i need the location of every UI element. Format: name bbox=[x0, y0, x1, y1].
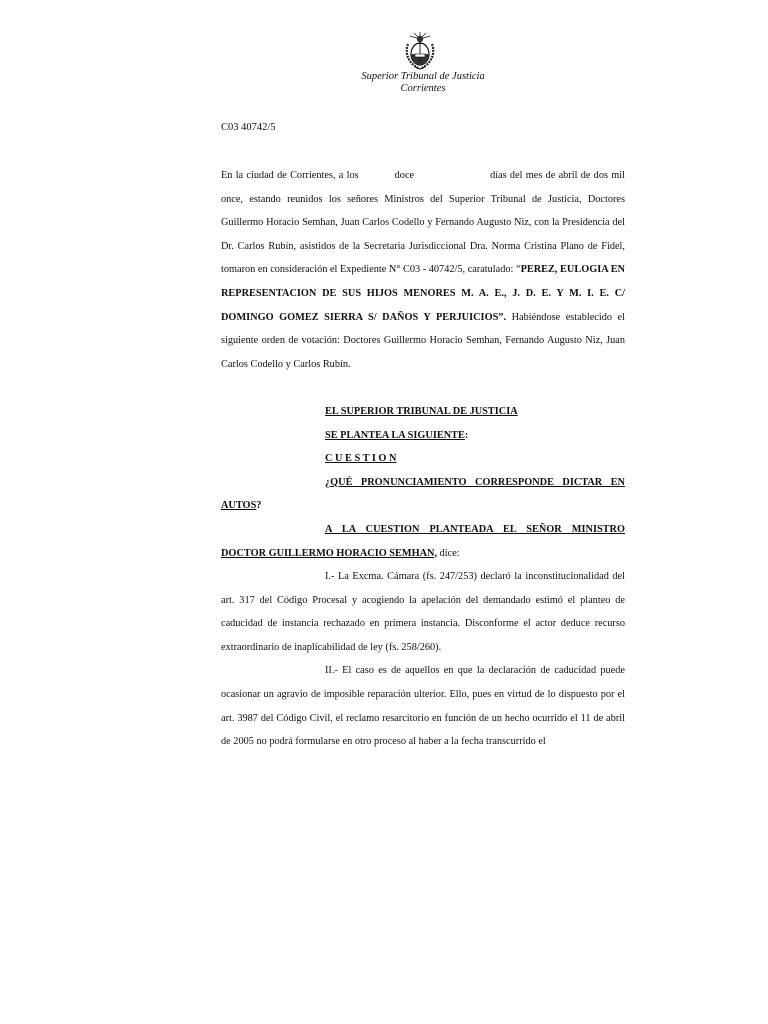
court-header bbox=[322, 71, 524, 95]
paragraph-ii: II.- El caso es de aquellos en que la declaración de caducidad puede ocasionar un agravio de imposible reparación ulterior. Ello, pues en virtud de lo dispuesto por el art. 3987 del Código Civil, el reclamo resarcitorio en función de un hecho ocurrido el 11 de abril de 2005 no podrá formularse en otro proceso al haber a la fecha transcurrido el bbox=[221, 665, 625, 748]
case-number: C03 40742/5 bbox=[221, 122, 276, 133]
headings-block bbox=[221, 400, 625, 565]
intro-paragraph bbox=[221, 164, 625, 376]
intro-text-c: Habiéndose establecido el siguiente orden de votación: Doctores Guillermo Horacio Semhan, Fernando Augusto Niz, Juan Carlos Codello y Carlos Rubín. bbox=[221, 311, 625, 370]
court-name: Superior Tribunal de Justicia bbox=[361, 71, 485, 82]
argentina-coat-of-arms-icon bbox=[403, 30, 437, 70]
heading-cuestion: C U E S T I O N bbox=[325, 453, 397, 465]
heading-plantea: SE PLANTEA LA SIGUIENTE: bbox=[325, 429, 469, 441]
case-caption: PEREZ, EULOGIA EN REPRESENTACION DE SUS HIJOS MENORES M. A. E., J. D. E. Y M. I. E. C/ DOMINGO GOMEZ SIERRA S/ DAÑOS Y PERJUICIOS”. bbox=[221, 264, 625, 323]
heading-question: ¿QUÉ PRONUNCIAMIENTO CORRESPONDE DICTAR EN AUTOS? bbox=[221, 476, 625, 512]
document-body bbox=[221, 164, 625, 754]
paragraph-i: I.- La Excma. Cámara (fs. 247/253) declaró la inconstitucionalidad del art. 317 del Código Procesal y acogiendo la apelación del demandado estimó el planteo de caducidad de instancia rechazado en primera instancia. Disconforme el actor deduce recurso extraordinario de inaplicabilidad de ley (fs. 258/260). bbox=[221, 571, 625, 653]
heading-answer: A LA CUESTION PLANTEADA EL SEÑOR MINISTRO DOCTOR GUILLERMO HORACIO SEMHAN, dice: bbox=[221, 523, 625, 559]
intro-text-a: En la ciudad de Corrientes, a los bbox=[221, 170, 359, 181]
heading-tribunal: EL SUPERIOR TRIBUNAL DE JUSTICIA bbox=[325, 405, 518, 417]
intro-day: doce bbox=[394, 170, 415, 181]
court-city: Corrientes bbox=[400, 83, 446, 94]
intro-text-b: días del mes de abril de dos mil once, estando reunidos los señores Ministros del Superior Tribunal de Justicia, Doctores Guillermo Horacio Semhan, Juan Carlos Codello y Fernando Augusto Niz, con la Presidencia del Dr. Carlos Rubín, asistidos de la Secretaria Jurisdiccional Dra. Norma Cristina Plano de Fidel, tomaron en consideración el Expediente N° C03 - 40742/5, caratulado: “ bbox=[221, 170, 625, 276]
